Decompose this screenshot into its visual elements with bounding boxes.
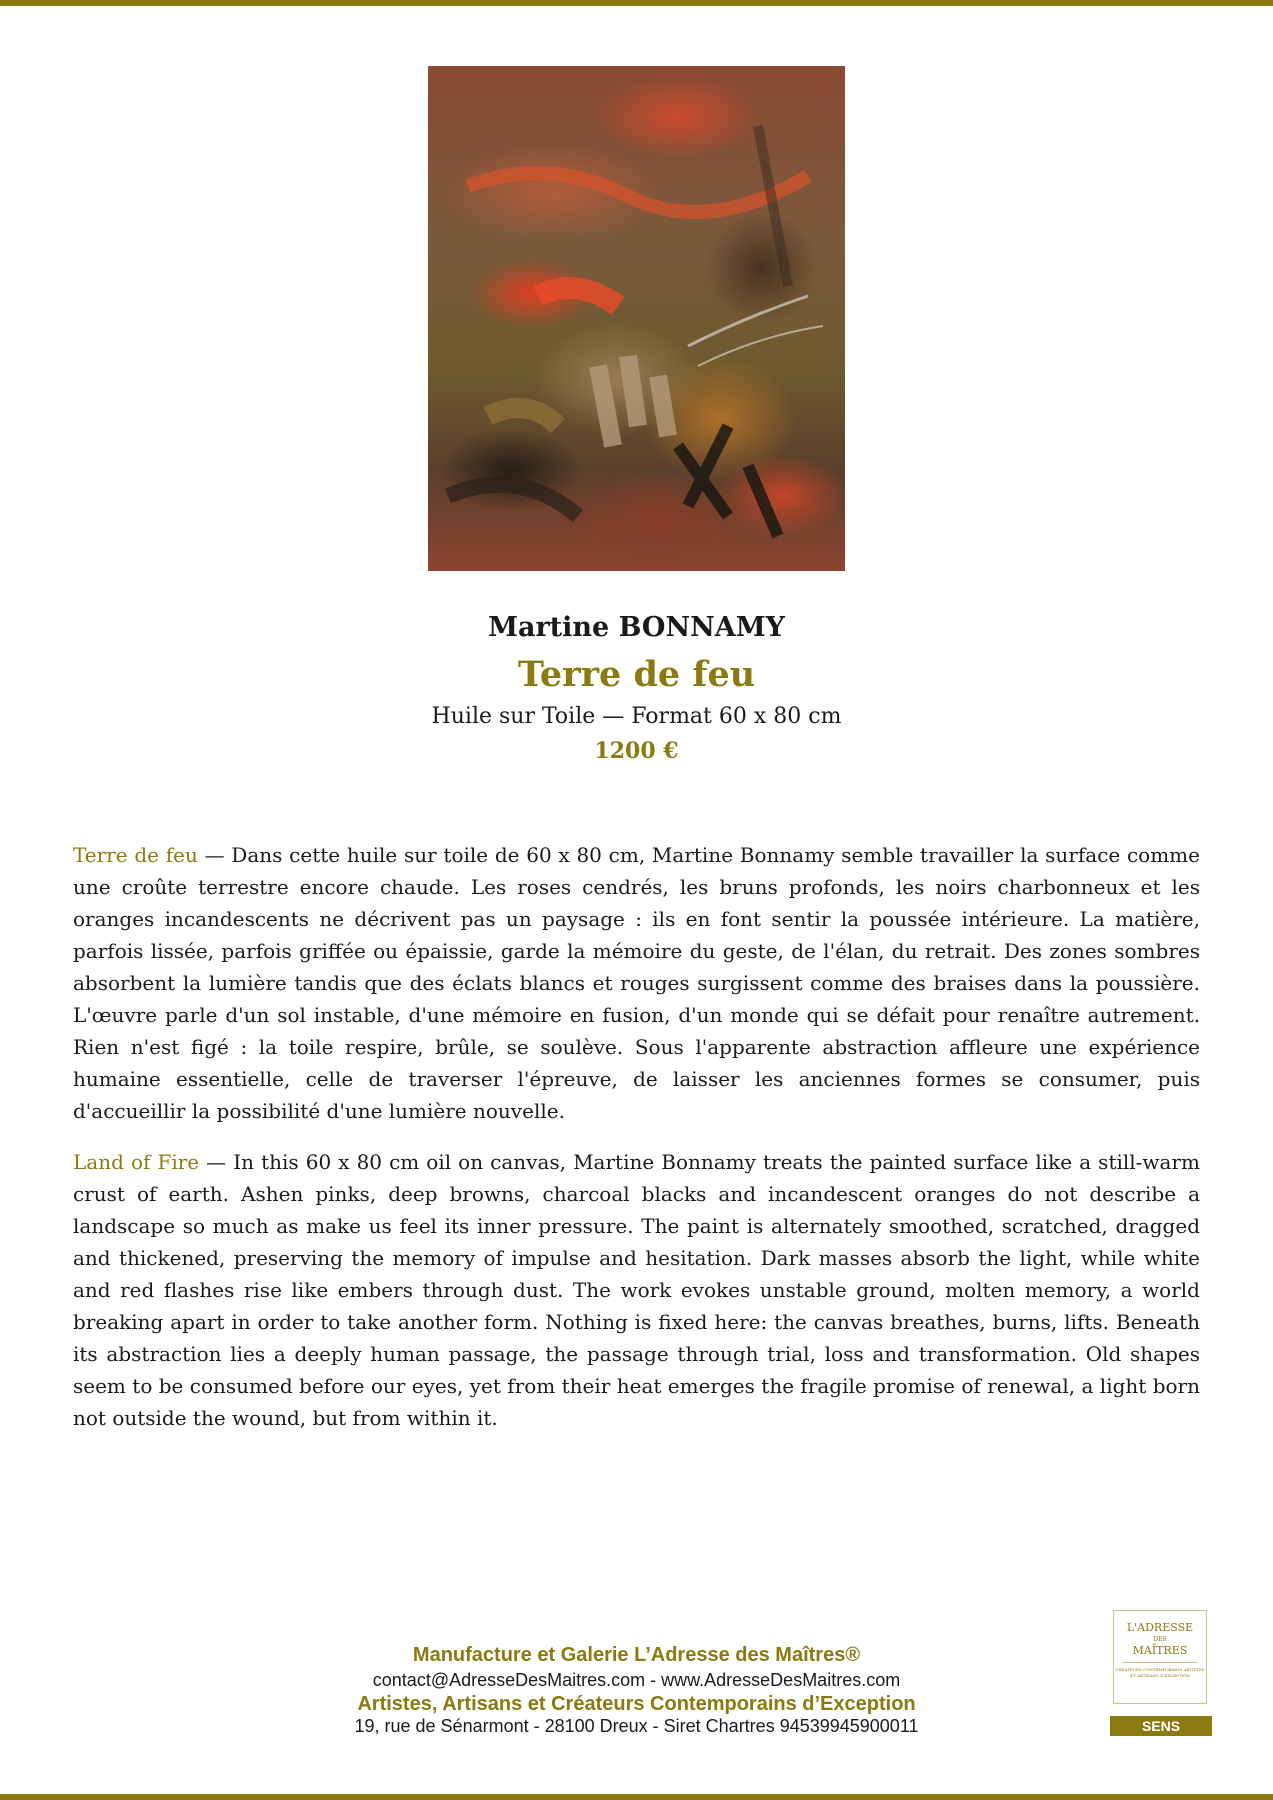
french-text: — Dans cette huile sur toile de 60 x 80 cm, Martine Bonnamy semble travailler la surface comme une croûte terrestre encore chaude. Les roses cendrés, les bruns profonds, les noirs charbonneux et les oranges incandescents ne décrivent pas un paysage : ils en font sentir la poussée intérieure. La matière, parfois lissée, parfois griffée ou épaissie, garde la mémoire du geste, de l'élan, du retrait. Des zones sombres absorbent la lumière tandis que des éclats blancs et rouges surgissent comme des braises dans la poussière. L'œuvre parle d'un sol instable, d'une mémoire en fusion, d'un monde qui se défait pour renaître autrement. Rien n'est figé : la toile respire, brûle, se soulève. Sous l'apparente abstraction affleure une expérience humaine essentielle, celle de traverser l'épreuve, de laisser les anciennes formes se consumer, puis d'accueillir la possibilité d'une lumière nouvelle. bbox=[73, 843, 1200, 1123]
description-french bbox=[73, 839, 1200, 1127]
painting-strokes bbox=[428, 66, 845, 571]
logo-divider bbox=[1123, 1662, 1197, 1663]
sens-badge: SENS bbox=[1110, 1716, 1212, 1736]
artist-name: Martine BONNAMY bbox=[488, 612, 785, 643]
logo-line3: MAÎTRES bbox=[1132, 1644, 1188, 1657]
french-title-lead: Terre de feu bbox=[73, 843, 198, 867]
description-english bbox=[73, 1146, 1200, 1434]
footer-tagline: Artistes, Artisans et Créateurs Contemporains d’Exception bbox=[357, 1693, 916, 1715]
logo-subtitle: CRÉATEURS CONTEMPORAINS ARTISTES ET ARTISANS D'EXCEPTION bbox=[1115, 1667, 1205, 1678]
footer-gallery-name: Manufacture et Galerie L’Adresse des Maîtres® bbox=[412, 1644, 861, 1666]
logo-line2: DES bbox=[1153, 1636, 1167, 1643]
artwork-title: Terre de feu bbox=[517, 654, 756, 695]
english-title-lead: Land of Fire bbox=[73, 1150, 200, 1174]
bottom-border bbox=[0, 1794, 1273, 1800]
logo-line1: L'ADRESSE bbox=[1126, 1621, 1194, 1634]
artwork-price: 1200 € bbox=[594, 738, 679, 764]
footer-contact: contact@AdresseDesMaitres.com - www.AdresseDesMaitres.com bbox=[372, 1670, 901, 1690]
artwork-image bbox=[428, 66, 845, 571]
artwork-medium: Huile sur Toile — Format 60 x 80 cm bbox=[431, 704, 842, 729]
footer-address: 19, rue de Sénarmont - 28100 Dreux - Siret Chartres 94539945900011 bbox=[354, 1716, 919, 1736]
english-text: — In this 60 x 80 cm oil on canvas, Martine Bonnamy treats the painted surface like a still-warm crust of earth. Ashen pinks, deep browns, charcoal blacks and incandescent oranges do not describe a landscape so much as make us feel its inner pressure. The paint is alternately smoothed, scratched, dragged and thickened, preserving the memory of impulse and hesitation. Dark masses absorb the light, while white and red flashes rise like embers through dust. The work evokes unstable ground, molten memory, a world breaking apart in order to take another form. Nothing is fixed here: the canvas breathes, burns, lifts. Beneath its abstraction lies a deeply human passage, the passage through trial, loss and transformation. Old shapes seem to be consumed before our eyes, yet from their heat emerges the fragile promise of renewal, a light born not outside the wound, but from within it. bbox=[73, 1150, 1200, 1430]
top-border bbox=[0, 0, 1273, 6]
gallery-logo bbox=[1113, 1610, 1207, 1704]
